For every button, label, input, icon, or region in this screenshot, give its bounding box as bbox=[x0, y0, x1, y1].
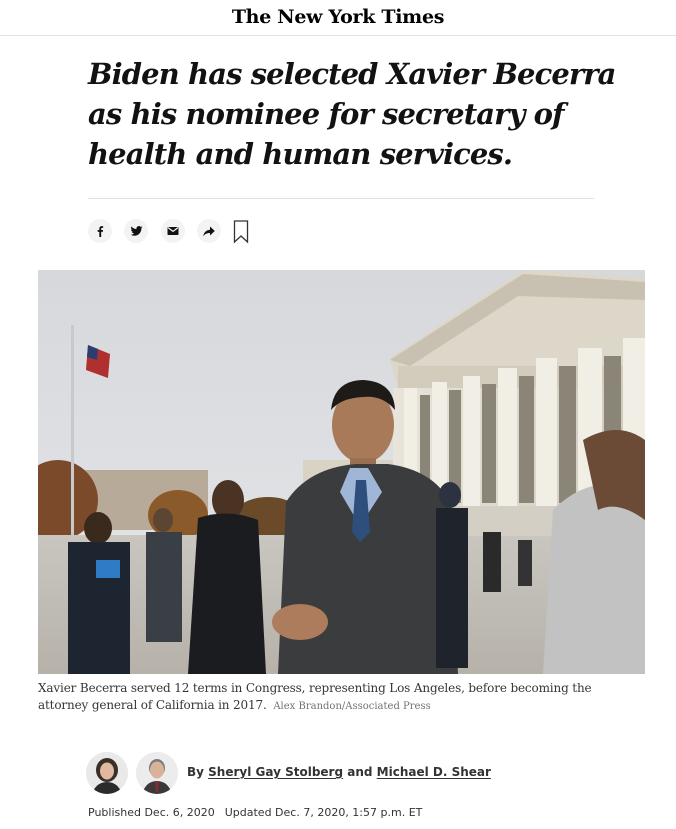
author-avatar-shear[interactable] bbox=[136, 752, 178, 794]
byline-text bbox=[187, 765, 491, 779]
photo-caption-block bbox=[38, 680, 638, 715]
share-button[interactable] bbox=[197, 219, 221, 243]
email-icon bbox=[167, 226, 179, 236]
published-date: Published Dec. 6, 2020 bbox=[88, 806, 215, 819]
masthead bbox=[0, 0, 676, 36]
twitter-icon bbox=[130, 225, 143, 237]
facebook-icon bbox=[94, 225, 106, 237]
updated-date: Updated Dec. 7, 2020, 1:57 p.m. ET bbox=[224, 806, 423, 819]
byline-conjunction: and bbox=[347, 765, 373, 779]
save-bookmark-button[interactable] bbox=[233, 220, 249, 244]
author-avatar-stolberg[interactable] bbox=[86, 752, 128, 794]
article-timestamps bbox=[88, 806, 422, 819]
article-headline: Biden has selected Xavier Becerra as his nominee for secretary of health and human services. bbox=[88, 57, 616, 171]
twitter-share-button[interactable] bbox=[124, 219, 148, 243]
becerra-supreme-court-photo bbox=[38, 270, 645, 674]
lead-photo bbox=[38, 270, 645, 674]
byline-prefix: By bbox=[187, 765, 204, 779]
bookmark-icon bbox=[233, 220, 249, 244]
author-link-stolberg[interactable]: Sheryl Gay Stolberg bbox=[208, 765, 344, 779]
facebook-share-button[interactable] bbox=[88, 219, 112, 243]
author-link-shear[interactable]: Michael D. Shear bbox=[376, 765, 491, 779]
email-share-button[interactable] bbox=[161, 219, 185, 243]
share-arrow-icon bbox=[203, 226, 215, 237]
photo-credit: Alex Brandon/Associated Press bbox=[273, 701, 431, 712]
headline-divider bbox=[88, 198, 594, 199]
photo-caption: Xavier Becerra served 12 terms in Congress, representing Los Angeles, before becoming the attorney general of California in 2017. bbox=[38, 681, 592, 712]
nyt-logo[interactable]: The New York Times bbox=[231, 5, 445, 28]
